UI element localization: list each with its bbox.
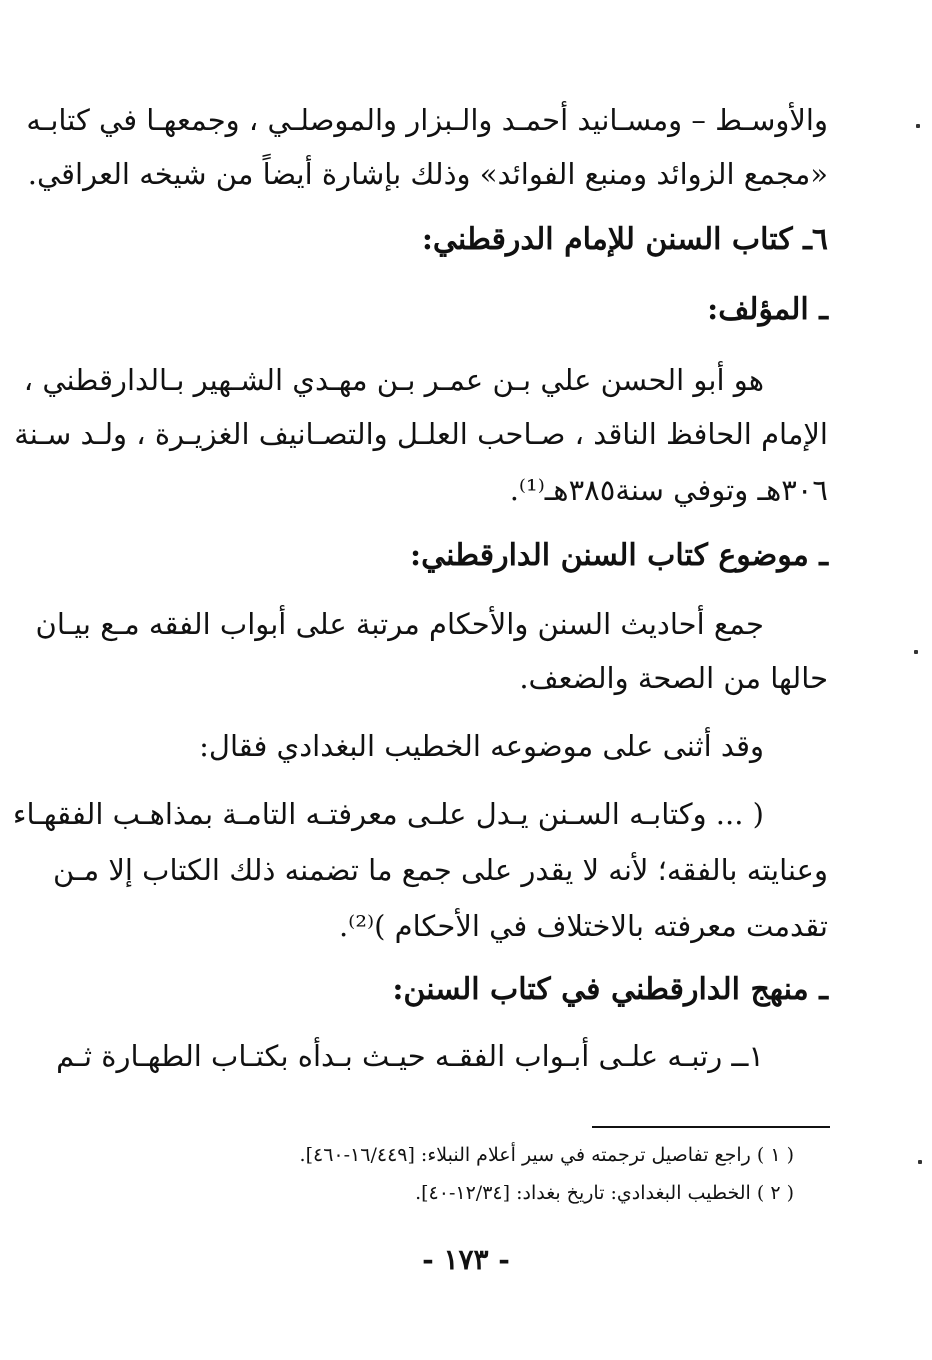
margin-mark bbox=[918, 1160, 922, 1164]
body-line: جمع أحاديث السنن والأحكام مرتبة على أبواب الفقه مـع بيـان bbox=[35, 607, 764, 641]
body-line: الإمام الحافظ الناقد ، صـاحب العلـل والتصـانيف الغزيـرة ، ولـد سـنة bbox=[14, 417, 828, 451]
body-line: ١ــ رتبـه علـى أبـواب الفقـه حيـث بـدأه بكتـاب الطهـارة ثـم bbox=[56, 1039, 764, 1073]
margin-mark bbox=[916, 124, 920, 128]
subsection-heading: ـ منهج الدارقطني في كتاب السنن: bbox=[392, 972, 828, 1007]
footnote: ( ١ ) راجع تفاصيل ترجمته في سير أعلام النبلاء: [١٦/٤٤٩-٤٦٠]. bbox=[299, 1144, 794, 1166]
margin-mark bbox=[914, 650, 918, 654]
footnote-separator bbox=[592, 1126, 830, 1128]
quote-line: تقدمت معرفته بالاختلاف في الأحكام )⁽²⁾. bbox=[338, 909, 828, 943]
subsection-heading: ـ موضوع كتاب السنن الدارقطني: bbox=[410, 538, 828, 573]
quote-line: ( ... وكتابـه السـنن يـدل علـى معرفتـه التامـة بمذاهـب الفقهـاء bbox=[12, 797, 764, 831]
body-line: والأوسـط – ومسـانيد أحمـد والـبزار والموصلـي ، وجمعهـا في كتابـه bbox=[26, 103, 828, 137]
body-line: ٣٠٦هـ وتوفي سنة٣٨٥هـ⁽¹⁾. bbox=[509, 473, 828, 507]
page-number: - ١٧٣ - bbox=[422, 1243, 510, 1276]
section-heading: ٦ـ كتاب السنن للإمام الدرقطني: bbox=[421, 222, 828, 257]
footnote: ( ٢ ) الخطيب البغدادي: تاريخ بغداد: [١٢/٣٤-٤٠]. bbox=[415, 1182, 794, 1204]
body-line: «مجمع الزوائد ومنبع الفوائد» وذلك بإشارة أيضاً من شيخه العراقي. bbox=[27, 157, 828, 191]
body-line: وقد أثنى على موضوعه الخطيب البغدادي فقال: bbox=[199, 729, 764, 763]
subsection-heading: ـ المؤلف: bbox=[707, 292, 828, 327]
body-line: هو أبو الحسن علي بـن عمـر بـن مهـدي الشـهير بـالدارقطني ، bbox=[23, 363, 764, 397]
quote-line: وعنايته بالفقه؛ لأنه لا يقدر على جمع ما تضمنه ذلك الكتاب إلا مـن bbox=[53, 853, 828, 887]
body-line: حالها من الصحة والضعف. bbox=[519, 661, 828, 695]
